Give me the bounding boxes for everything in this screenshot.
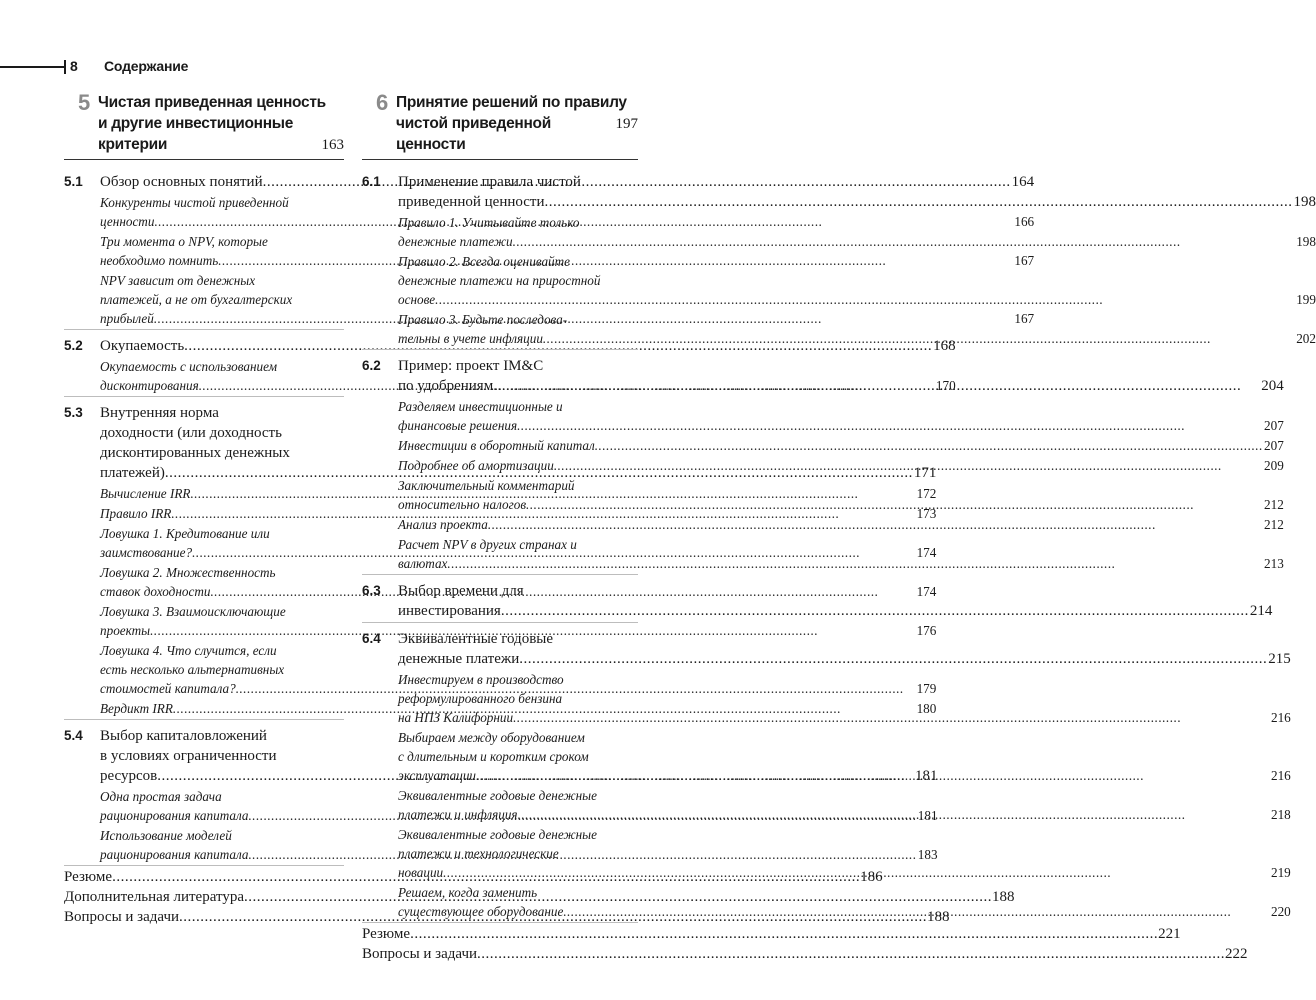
final-entry-page: 188 — [992, 889, 1015, 905]
subsection-title-text: относительно налогов — [398, 497, 527, 512]
subsection-title-line: Ловушка 4. Что случится, если — [100, 643, 277, 658]
subsection-entry — [398, 456, 1284, 475]
subsection-title-page: 207 — [1264, 438, 1284, 453]
subsection-title-page: 216 — [1270, 768, 1291, 783]
dot-leader — [518, 805, 1270, 824]
subsection-title-line: Ловушка 3. Взаимоисключающие — [100, 604, 286, 619]
subsection-title-page: 180 — [916, 701, 937, 716]
subsection-title-line: Окупаемость с использованием — [100, 359, 278, 374]
chapter-heading-5 — [64, 92, 344, 160]
chapter-number: 6 — [376, 90, 389, 115]
dot-leader — [443, 863, 1270, 882]
section-body — [398, 581, 1272, 621]
subsection-entry — [398, 310, 1316, 348]
chapter-page: 163 — [321, 137, 344, 153]
subsection-title-line: Инвестируем в производство — [398, 672, 564, 687]
dot-leader — [513, 708, 1270, 727]
section-title-line: Применение правила чистой — [398, 174, 581, 190]
subsection-title-line: Правило 3. Будьте последова- — [398, 312, 568, 327]
subsection-title-text: валютах — [398, 556, 448, 571]
subsection-title-page: 218 — [1270, 807, 1291, 822]
subsection-entry — [398, 825, 1291, 882]
section-number: 5.3 — [64, 405, 83, 420]
section-number: 6.2 — [362, 358, 381, 373]
subsection-title-text: стоимостей капитала? — [100, 681, 236, 696]
subsection-entry — [398, 670, 1291, 727]
section-body — [398, 356, 1284, 573]
subsection-entry — [398, 397, 1284, 435]
dot-leader — [526, 495, 1263, 514]
subsection-title-line: есть несколько альтернативных — [100, 662, 285, 677]
subsection-title-text: Вердикт IRR — [100, 701, 173, 716]
subsection-entry — [398, 436, 1284, 455]
subsection-entry — [398, 476, 1284, 514]
subsection-title-page: 213 — [1264, 556, 1284, 571]
subsection-title-line: с длительным и коротким сроком — [398, 749, 589, 764]
section-title-line: доходности (или доходность — [100, 425, 282, 441]
subsection-title-page: 174 — [916, 584, 937, 599]
subsection-entry — [398, 515, 1284, 534]
dot-leader — [595, 436, 1263, 455]
toc-final-entry — [362, 944, 1248, 964]
header-rule-tick — [64, 60, 66, 74]
dot-leader — [493, 376, 1260, 396]
dot-leader — [435, 290, 1295, 309]
subsection-title-last-line — [398, 329, 1316, 348]
subsection-title-page: 172 — [916, 486, 937, 501]
subsection-title-last-line — [398, 766, 1291, 785]
subsection-title-line: Выбираем между оборудованием — [398, 730, 585, 745]
section-title-text: приведенной ценности — [398, 194, 545, 210]
subsection-title-text: прибылей — [100, 311, 154, 326]
subsection-title-text: рационирования капитала — [100, 808, 249, 823]
subsection-title-text: платежи и инфляция — [398, 807, 518, 822]
subsection-title-text: заимствование? — [100, 545, 193, 560]
header-rule — [0, 66, 65, 68]
subsection-title-line: реформулированного бензина — [398, 691, 563, 706]
subsection-title-line: платежей, а не от бухгалтерских — [100, 292, 293, 307]
subsection-title-last-line — [398, 515, 1284, 534]
dot-leader — [488, 515, 1263, 534]
subsection-title-line: Заключительный комментарий — [398, 478, 575, 493]
section-divider — [64, 719, 344, 720]
section-body — [398, 172, 1316, 348]
section-divider — [362, 622, 638, 623]
subsection-title-last-line — [398, 902, 1291, 921]
final-entry-page: 188 — [927, 909, 950, 925]
chapter-title-last-line — [98, 134, 344, 155]
subsection-title-line: Ловушка 2. Множественность — [100, 565, 276, 580]
subsection-entry — [398, 252, 1316, 309]
subsection-title-last-line — [398, 416, 1284, 435]
subsection-title-text: основе — [398, 292, 436, 307]
subsection-title-line: Три момента о NPV, которые — [100, 234, 268, 249]
dot-leader — [501, 601, 1249, 621]
subsection-title-text: необходимо помнить — [100, 253, 219, 268]
subsection-title-page: 181 — [917, 808, 938, 823]
subsection-title-line: Разделяем инвестиционные и — [398, 399, 563, 414]
dot-leader — [447, 554, 1263, 573]
subsection-title-text: новации — [398, 865, 444, 880]
subsection-title-page: 179 — [916, 681, 937, 696]
subsection-title-line: Конкуренты чистой приведенной — [100, 195, 289, 210]
final-entry-page: 186 — [860, 869, 883, 885]
chapter-heading-6 — [362, 92, 638, 160]
section-title-page: 181 — [915, 768, 938, 784]
dot-leader — [517, 416, 1263, 435]
final-entry-label: Вопросы и задачи — [64, 909, 180, 925]
subsection-title-page: 207 — [1264, 418, 1284, 433]
chapter-title-line: Чистая приведенная ценность — [98, 94, 326, 111]
subsection-title-page: 219 — [1270, 865, 1291, 880]
section-number: 5.2 — [64, 338, 83, 353]
dot-leader — [410, 924, 1158, 944]
section-title-last-line — [398, 649, 1291, 669]
subsection-title-text: на НПЗ Калифорнии — [398, 710, 514, 725]
section-title-line: Внутренняя норма — [100, 405, 219, 421]
subsection-entry — [398, 213, 1316, 251]
section-title-text: денежные платежи — [398, 651, 520, 667]
subsection-title-page: 212 — [1264, 517, 1284, 532]
subsection-title-text: проекты — [100, 623, 151, 638]
section-title-page: 171 — [913, 465, 937, 481]
subsection-title-line: Эквивалентные годовые денежные — [398, 827, 597, 842]
subsection-title-line: Расчет NPV в других странах и — [398, 537, 577, 552]
section-title-line: Выбор капиталовложений — [100, 728, 267, 744]
subsection-title-line: Правило 1. Учитывайте только — [398, 215, 580, 230]
subsection-title-page: 174 — [916, 545, 937, 560]
subsection-title-last-line — [398, 805, 1291, 824]
subsection-title-page: 173 — [916, 506, 937, 521]
subsection-title-line: NPV зависит от денежных — [100, 273, 256, 288]
section-divider — [362, 574, 638, 575]
subsection-title-last-line — [398, 863, 1291, 882]
section-title-page: 168 — [933, 338, 956, 354]
chapter-number: 5 — [78, 90, 91, 115]
subsection-title-text: Анализ проекта — [398, 517, 488, 532]
subsection-title-page: 170 — [935, 378, 956, 393]
page-number: 8 — [70, 58, 78, 74]
section-title-last-line — [398, 192, 1316, 212]
subsection-title-page: 209 — [1264, 458, 1284, 473]
section-title-line: Эквивалентные годовые — [398, 631, 554, 647]
section-divider — [64, 329, 344, 330]
subsection-title-last-line — [398, 436, 1284, 455]
subsection-title-last-line — [398, 495, 1284, 514]
subsection-title-text: Инвестиции в оборотный капитал — [398, 438, 595, 453]
chapter-title-line: Принятие решений по правилу — [396, 94, 627, 111]
subsection-title-last-line — [398, 708, 1291, 727]
subsection-title-page: 216 — [1270, 710, 1291, 725]
dot-leader — [543, 329, 1295, 348]
toc-final-entry — [362, 924, 1181, 944]
chapter-title-line: чистой приведенной ценности — [396, 115, 551, 153]
section-title-text: Обзор основных понятий — [100, 174, 263, 190]
section-body — [398, 629, 1291, 921]
subsection-title-text: ценности — [100, 214, 155, 229]
dot-leader — [544, 192, 1292, 212]
section-title-last-line — [398, 601, 1272, 621]
subsection-title-page: 212 — [1264, 497, 1284, 512]
section-title-text: инвестирования — [398, 603, 501, 619]
section-number: 6.3 — [362, 583, 381, 598]
subsection-title-last-line — [398, 456, 1284, 475]
final-entry-page: 222 — [1225, 946, 1248, 962]
subsection-entry — [398, 883, 1291, 921]
subsection-title-page: 199 — [1296, 292, 1316, 307]
subsection-title-text: Вычисление IRR — [100, 486, 191, 501]
section-number: 5.1 — [64, 174, 83, 189]
section-divider — [362, 922, 638, 923]
subsection-title-page: 166 — [1014, 214, 1035, 229]
final-entry-page: 221 — [1158, 926, 1181, 942]
subsection-entry — [398, 786, 1291, 824]
subsection-title-line: Эквивалентные годовые денежные — [398, 788, 597, 803]
subsection-title-line: Использование моделей — [100, 828, 232, 843]
final-entry-label: Дополнительная литература — [64, 889, 244, 905]
chapter-title-last-line — [396, 113, 638, 155]
section-title-last-line — [398, 376, 1284, 396]
final-entry-label: Резюме — [64, 869, 113, 885]
dot-leader — [477, 944, 1225, 964]
section-number: 5.4 — [64, 728, 83, 743]
final-entry-label: Резюме — [362, 926, 411, 942]
section-divider — [64, 865, 344, 866]
subsection-title-page: 183 — [917, 847, 938, 862]
dot-leader — [476, 766, 1270, 785]
subsection-title-page: 167 — [1014, 311, 1035, 326]
section-title-page: 204 — [1261, 378, 1284, 394]
section-title-text: ресурсов — [100, 768, 158, 784]
subsection-title-last-line — [398, 554, 1284, 573]
section-title-text: по удобрениям — [398, 378, 494, 394]
final-entry-label: Вопросы и задачи — [362, 946, 478, 962]
subsection-title-line: платежи и технологические — [398, 846, 559, 861]
subsection-title-page: 198 — [1296, 234, 1316, 249]
section-title-text: платежей) — [100, 465, 165, 481]
subsection-title-page: 202 — [1296, 331, 1316, 346]
subsection-title-page: 220 — [1270, 904, 1291, 919]
subsection-title-text: рационирования капитала — [100, 847, 249, 862]
chapter-title-line: и другие инвестиционные — [98, 115, 294, 132]
subsection-title-line: Одна простая задача — [100, 789, 222, 804]
section-title-line: Пример: проект IM&C — [398, 358, 544, 374]
section-title-page: 214 — [1249, 603, 1273, 619]
subsection-title-page: 167 — [1014, 253, 1035, 268]
dot-leader — [519, 649, 1267, 669]
subsection-title-text: Правило IRR — [100, 506, 172, 521]
subsection-title-text: ставок доходности — [100, 584, 211, 599]
dot-leader — [563, 902, 1270, 921]
subsection-entry — [398, 535, 1284, 573]
subsection-title-line: Ловушка 1. Кредитование или — [100, 526, 270, 541]
subsection-title-text: эксплуатации — [398, 768, 477, 783]
subsection-title-line: Правило 2. Всегда оценивайте — [398, 254, 571, 269]
section-number: 6.4 — [362, 631, 381, 646]
section-divider — [362, 349, 638, 350]
subsection-title-text: существующее оборудование — [398, 904, 564, 919]
subsection-title-text: денежные платежи — [398, 234, 513, 249]
section-title-line: в условиях ограниченности — [100, 748, 277, 764]
subsection-title-line: Решаем, когда заменить — [398, 885, 538, 900]
subsection-title-text: тельны в учете инфляции — [398, 331, 543, 346]
subsection-title-page: 176 — [916, 623, 937, 638]
subsection-title-last-line — [398, 232, 1316, 251]
dot-leader — [554, 456, 1263, 475]
section-number: 6.1 — [362, 174, 381, 189]
subsection-title-text: финансовые решения — [398, 418, 518, 433]
subsection-title-text: дисконтирования — [100, 378, 199, 393]
section-title-line: дисконтированных денежных — [100, 445, 290, 461]
dot-leader — [513, 232, 1296, 251]
section-title-text: Окупаемость — [100, 338, 185, 354]
section-divider — [64, 396, 344, 397]
subsection-title-line: денежные платежи на приростной — [398, 273, 601, 288]
section-title-line: Выбор времени для — [398, 583, 524, 599]
subsection-title-text: Подробнее об амортизации — [398, 458, 554, 473]
subsection-title-last-line — [398, 290, 1316, 309]
subsection-entry — [398, 728, 1291, 785]
running-head-title: Содержание — [104, 58, 189, 74]
section-title-page: 198 — [1293, 194, 1316, 210]
chapter-page: 197 — [615, 116, 638, 132]
section-title-page: 215 — [1268, 651, 1291, 667]
section-title-page: 164 — [1011, 174, 1035, 190]
chapter-title-line: критерии — [98, 136, 168, 153]
